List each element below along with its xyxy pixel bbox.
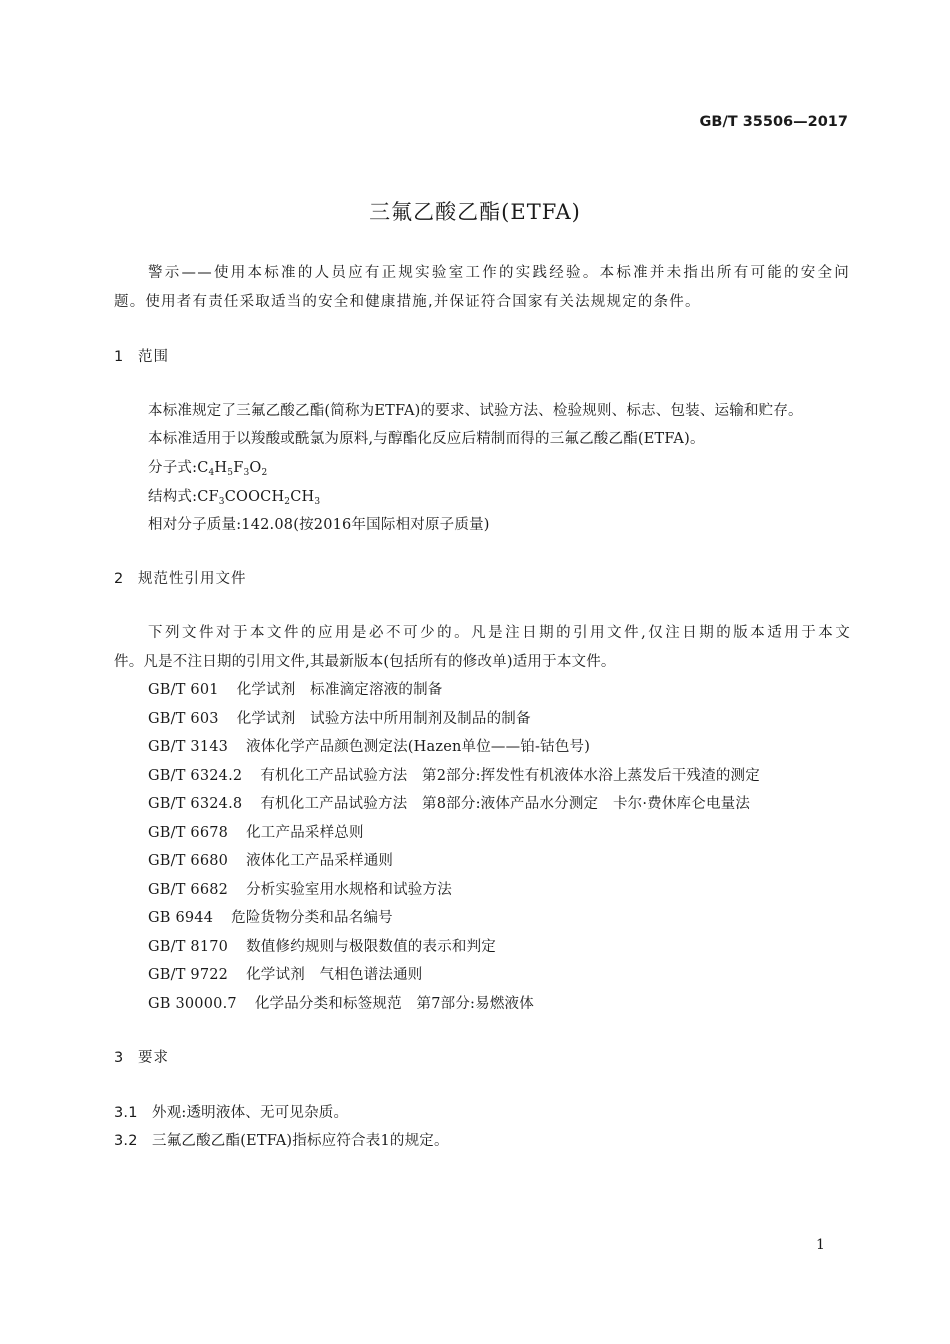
reference-title: 化工产品采样总则 [246, 825, 364, 841]
section-number: 3 [114, 1050, 125, 1066]
formula-element: C [197, 460, 209, 476]
scope-paragraph-2: 本标准适用于以羧酸或酰氯为原料,与醇酯化反应后精制而得的三氟乙酸乙酯(ETFA)。 [148, 431, 705, 447]
reference-item [148, 707, 531, 728]
reference-code: GB/T 8170 [148, 939, 229, 955]
reference-title: 有机化工产品试验方法 第2部分:挥发性有机液体水浴上蒸发后干残渣的测定 [260, 768, 760, 784]
reference-title: 分析实验室用水规格和试验方法 [246, 882, 452, 898]
page-number: 1 [816, 1237, 825, 1253]
reference-item [148, 906, 393, 927]
reference-title: 液体化学产品颜色测定法(Hazen单位——铂-钴色号) [246, 739, 591, 755]
reference-code: GB/T 6678 [148, 825, 229, 841]
standard-code: GB/T 35506—2017 [699, 114, 848, 130]
reference-code: GB/T 9722 [148, 967, 229, 983]
reference-title: 化学品分类和标签规范 第7部分:易燃液体 [254, 996, 534, 1012]
document-title: 三氟乙酸乙酯(ETFA) [369, 200, 581, 224]
reference-code: GB 30000.7 [148, 996, 237, 1012]
references-intro-line-1: 下列文件对于本文件的应用是必不可少的。凡是注日期的引用文件,仅注日期的版本适用于本文 [148, 625, 850, 641]
warning-line-2: 题。使用者有责任采取适当的安全和健康措施,并保证符合国家有关法规规定的条件。 [114, 294, 701, 310]
molecular-formula [148, 456, 267, 478]
reference-item [148, 821, 364, 842]
scope-paragraph-1: 本标准规定了三氟乙酸乙酯(简称为ETFA)的要求、试验方法、检验规则、标志、包装、运输和贮存。 [148, 403, 803, 419]
formula-element: H [214, 460, 228, 476]
reference-code: GB/T 6682 [148, 882, 229, 898]
section-number: 2 [114, 571, 125, 587]
reference-title: 危险货物分类和品名编号 [231, 910, 393, 926]
reference-title: 化学试剂 试验方法中所用制剂及制品的制备 [236, 711, 531, 727]
formula-subscript: 4 [208, 468, 215, 478]
formula-element: O [249, 460, 262, 476]
reference-item [148, 963, 423, 984]
structure-subscript: 2 [284, 497, 291, 507]
reference-item [148, 678, 443, 699]
reference-code: GB/T 601 [148, 682, 219, 698]
structural-formula [148, 485, 320, 507]
requirement-number: 3.1 [114, 1105, 138, 1121]
section-title: 范围 [138, 349, 169, 365]
structure-subscript: 3 [218, 497, 225, 507]
structure-group: COOCH [224, 489, 285, 505]
reference-code: GB/T 6680 [148, 853, 229, 869]
formula-subscript: 5 [227, 468, 234, 478]
reference-code: GB/T 6324.8 [148, 796, 243, 812]
structure-label: 结构式: [148, 489, 198, 505]
requirement-item [114, 1129, 449, 1150]
molecular-mass: 相对分子质量:142.08(按2016年国际相对原子质量) [148, 517, 490, 533]
section-2-heading [114, 567, 247, 588]
section-title: 规范性引用文件 [138, 571, 247, 587]
reference-item [148, 764, 760, 785]
reference-title: 化学试剂 标准滴定溶液的制备 [236, 682, 443, 698]
reference-item [148, 878, 452, 899]
reference-code: GB/T 603 [148, 711, 219, 727]
reference-item [148, 849, 393, 870]
formula-subscript: 3 [243, 468, 250, 478]
reference-item [148, 792, 750, 813]
references-intro-line-2: 件。凡是不注日期的引用文件,其最新版本(包括所有的修改单)适用于本文件。 [114, 654, 616, 670]
requirement-text: 外观:透明液体、无可见杂质。 [152, 1105, 349, 1121]
reference-title: 化学试剂 气相色谱法通则 [246, 967, 423, 983]
section-title: 要求 [138, 1050, 169, 1066]
reference-item [148, 992, 534, 1013]
reference-title: 有机化工产品试验方法 第8部分:液体产品水分测定 卡尔·费休库仑电量法 [260, 796, 751, 812]
structure-subscript: 3 [314, 497, 321, 507]
reference-title: 液体化工产品采样通则 [246, 853, 394, 869]
section-number: 1 [114, 349, 125, 365]
reference-code: GB/T 3143 [148, 739, 229, 755]
section-1-heading [114, 345, 169, 366]
requirement-text: 三氟乙酸乙酯(ETFA)指标应符合表1的规定。 [152, 1133, 449, 1149]
reference-code: GB 6944 [148, 910, 214, 926]
structure-group: CH [290, 489, 315, 505]
warning-line-1: 警示——使用本标准的人员应有正规实验室工作的实践经验。本标准并未指出所有可能的安全问 [148, 265, 850, 281]
formula-label: 分子式: [148, 460, 198, 476]
requirement-number: 3.2 [114, 1133, 138, 1149]
reference-item [148, 935, 496, 956]
reference-title: 数值修约规则与极限数值的表示和判定 [246, 939, 497, 955]
formula-subscript: 2 [261, 468, 268, 478]
reference-code: GB/T 6324.2 [148, 768, 243, 784]
reference-item [148, 735, 590, 756]
structure-group: CF [197, 489, 219, 505]
formula-element: F [233, 460, 244, 476]
requirement-item [114, 1101, 348, 1122]
section-3-heading [114, 1046, 169, 1067]
